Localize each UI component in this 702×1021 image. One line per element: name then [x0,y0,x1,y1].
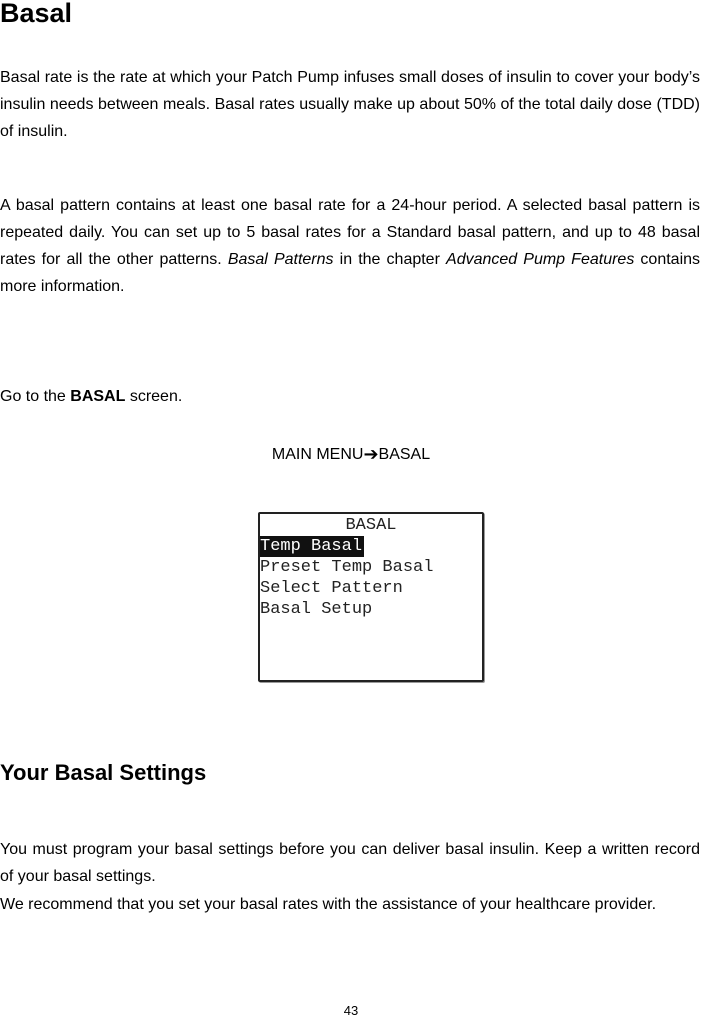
menu-item-temp-basal[interactable] [260,536,435,557]
basal-patterns-reference: Basal Patterns [227,251,334,268]
section-title: Basal [0,0,73,28]
goto-prefix: Go to the [0,388,71,405]
settings-paragraph-1: You must program your basal settings before you can deliver basal insulin. Keep a written record of your basal settings. [0,841,700,885]
menu-item-label: Select Pattern [260,579,403,598]
menu-item-preset-temp-basal[interactable] [260,557,435,578]
intro-paragraph: Basal rate is the rate at which your Patch Pump infuses small doses of insulin to cover your body’s insulin needs between meals. Basal rates usually make up about 50% of the total daily dose (TDD) of insulin. [0,69,700,140]
pattern-info-paragraph [0,192,700,300]
path-to: BASAL [378,446,431,463]
right-arrow-icon: ➔ [363,444,379,465]
goto-screen-name: BASAL [70,388,126,405]
page-number: 43 [343,1003,359,1018]
screen-title: BASAL [345,516,397,535]
advanced-pump-features-reference: Advanced Pump Features [446,251,635,268]
pattern-info-text-before: A basal pattern contains at least one basal rate for a 24-hour period. A selected basal pattern is repeated daily. You can set up to 5 basal rates for a Standard basal pattern, and up to 48 basal rates for all the other patterns. [0,197,700,268]
settings-paragraph-2: We recommend that you set your basal rates with the assistance of your healthcare provider. [0,896,657,913]
pump-basal-screen [258,512,484,682]
menu-item-label: Temp Basal [260,537,363,556]
menu-item-label: Preset Temp Basal [260,558,434,577]
pattern-info-text-middle: in the chapter [333,251,447,268]
navigation-path [0,441,702,468]
menu-item-basal-setup[interactable] [260,599,435,620]
settings-section-title: Your Basal Settings [0,760,207,785]
menu-item-label: Basal Setup [260,600,373,619]
path-from: MAIN MENU [271,446,364,463]
menu-item-select-pattern[interactable] [260,578,435,599]
goto-suffix: screen. [125,388,183,405]
goto-instruction [0,383,700,410]
pattern-info-text-after: contains more information. [0,251,701,295]
basal-menu-list [260,536,435,620]
